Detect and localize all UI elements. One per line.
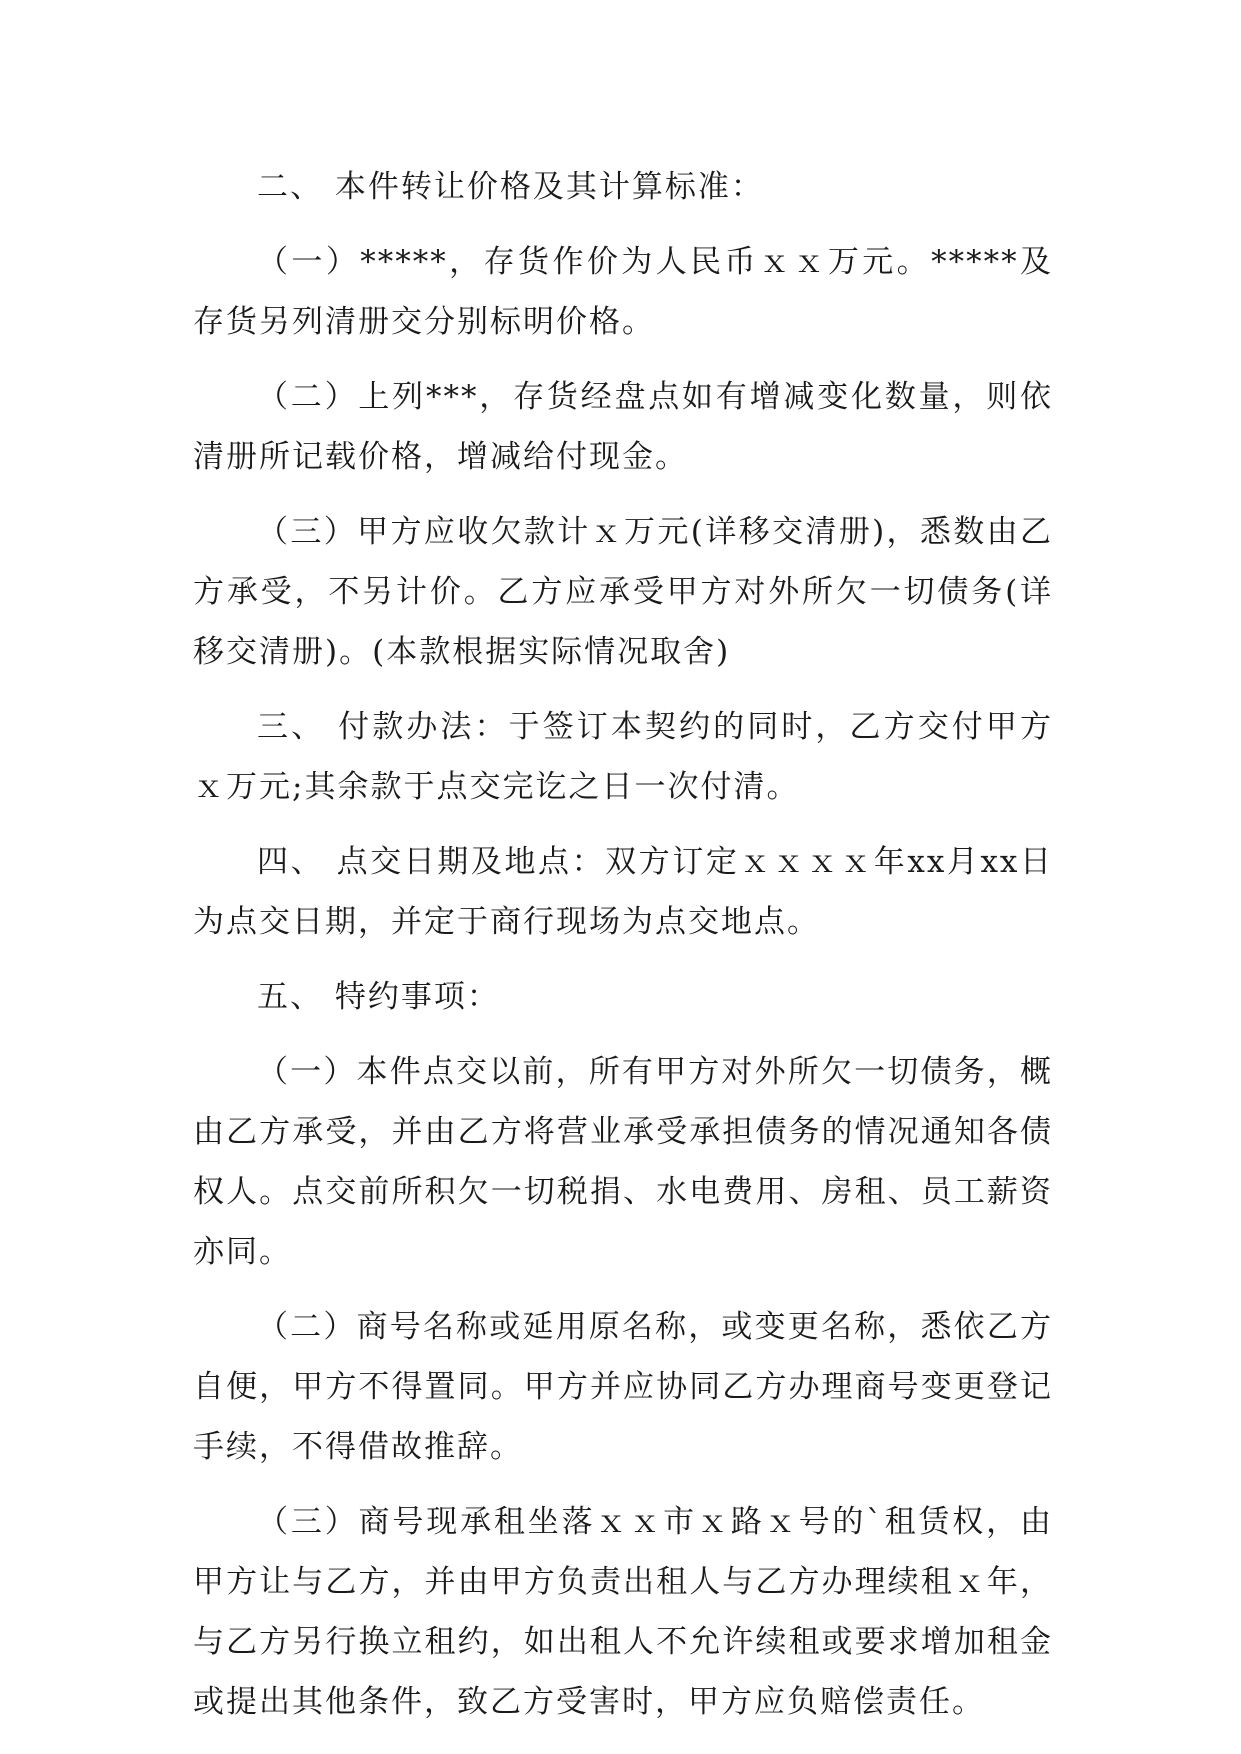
clause-special-3: （三）商号现承租坐落ｘｘ市ｘ路ｘ号的`租赁权，由甲方让与乙方，并由甲方负责出租人与乙方办理续租ｘ年，与乙方另行换立租约，如出租人不允许续租或要求增加租金或提出其他条件，致乙方受害时，甲方应负赔偿责任。 xyxy=(193,1504,1053,1720)
clause-special-2: （二）商号名称或延用原名称，或变更名称，悉依乙方自便，甲方不得置同。甲方并应协同乙方办理商号变更登记手续，不得借故推辞。 xyxy=(193,1309,1053,1465)
clause-price-1: （一）*****，存货作价为人民币ｘｘ万元。*****及存货另列清册交分别标明价格。 xyxy=(193,244,1053,340)
section-heading-special-terms: 五、 特约事项： xyxy=(257,979,500,1015)
clause-price-3: （三）甲方应收欠款计ｘ万元(详移交清册)，悉数由乙方承受，不另计价。乙方应承受甲方对外所欠一切债务(详移交清册)。(本款根据实际情况取舍) xyxy=(193,514,1053,670)
section-payment: 三、 付款办法：于签订本契约的同时，乙方交付甲方ｘ万元;其余款于点交完讫之日一次付清。 xyxy=(193,709,1053,805)
clause-special-1: （一）本件点交以前，所有甲方对外所欠一切债务，概由乙方承受，并由乙方将营业承受承担债务的情况通知各债权人。点交前所积欠一切税捐、水电费用、房租、员工薪资亦同。 xyxy=(193,1054,1053,1270)
section-handover: 四、 点交日期及地点：双方订定ｘｘｘｘ年xx月xx日为点交日期，并定于商行现场为点交地点。 xyxy=(193,844,1053,940)
clause-price-2: （二）上列***，存货经盘点如有增减变化数量，则依清册所记载价格，增减给付现金。 xyxy=(193,379,1053,475)
section-heading-price: 二、 本件转让价格及其计算标准： xyxy=(257,169,764,205)
document-page xyxy=(193,157,1053,1747)
